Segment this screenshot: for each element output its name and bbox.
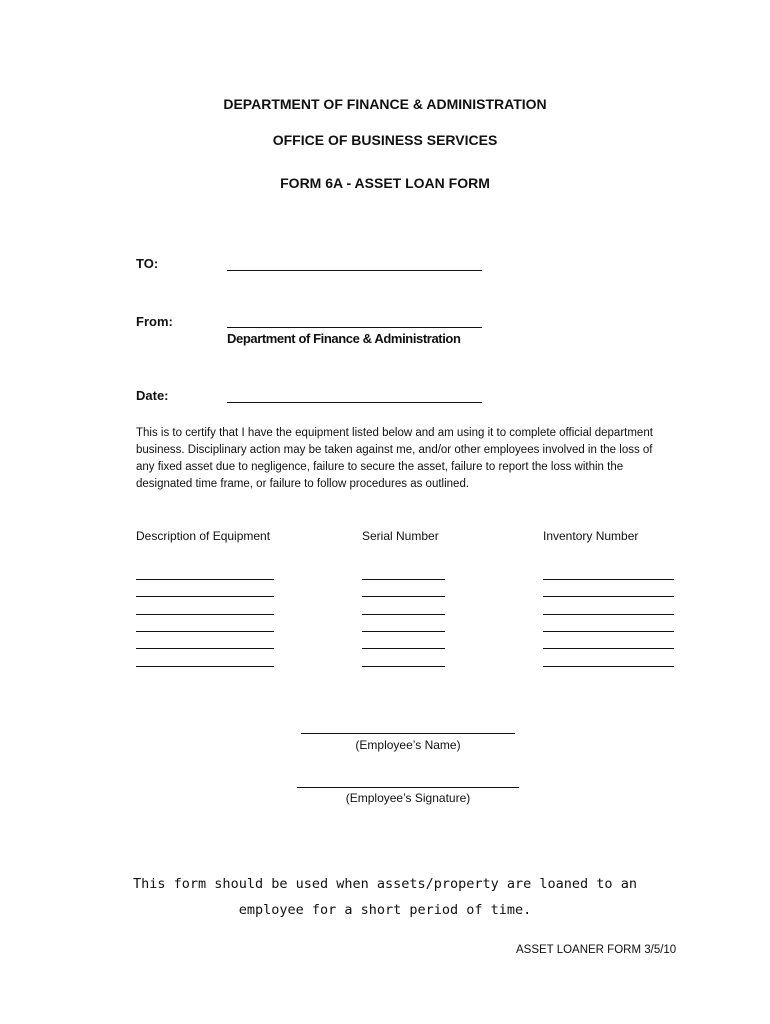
- serial-line[interactable]: [362, 614, 445, 615]
- to-label: TO:: [136, 256, 159, 271]
- employee-signature-field[interactable]: [297, 787, 519, 788]
- description-line[interactable]: [136, 579, 274, 580]
- employee-name-caption: (Employee’s Name): [355, 738, 461, 752]
- serial-line[interactable]: [362, 648, 445, 649]
- description-line[interactable]: [136, 666, 274, 667]
- serial-line[interactable]: [362, 596, 445, 597]
- employee-signature-caption: (Employee’s Signature): [345, 791, 471, 805]
- note-line-1: This form should be used when assets/property are loaned to an: [133, 876, 637, 892]
- description-line[interactable]: [136, 631, 274, 632]
- serial-line[interactable]: [362, 579, 445, 580]
- inventory-line[interactable]: [543, 648, 674, 649]
- column-header-serial: Serial Number: [362, 529, 439, 543]
- from-subtext: Department of Finance & Administration: [227, 331, 461, 346]
- certification-text: This is to certify that I have the equipment listed below and am using it to complete official department business. Disciplinary action may be taken against me, and/or other employees involved in the loss of any fixed asset due to negligence, failure to secure the asset, failure to report the loss within the designated time frame, or failure to follow procedures as outlined.: [136, 427, 653, 490]
- description-line[interactable]: [136, 648, 274, 649]
- to-field[interactable]: [227, 270, 482, 271]
- note-line-2: employee for a short period of time.: [238, 902, 532, 918]
- employee-name-field[interactable]: [301, 733, 515, 734]
- date-field[interactable]: [227, 402, 482, 403]
- inventory-line[interactable]: [543, 666, 674, 667]
- date-label: Date:: [136, 388, 169, 403]
- serial-line[interactable]: [362, 631, 445, 632]
- inventory-line[interactable]: [543, 631, 674, 632]
- department-heading: DEPARTMENT OF FINANCE & ADMINISTRATION: [223, 96, 547, 112]
- description-line[interactable]: [136, 614, 274, 615]
- inventory-line[interactable]: [543, 579, 674, 580]
- description-line[interactable]: [136, 596, 274, 597]
- certification-paragraph: [136, 425, 668, 493]
- from-label: From:: [136, 314, 173, 329]
- form-title: FORM 6A - ASSET LOAN FORM: [280, 175, 490, 191]
- column-header-description: Description of Equipment: [136, 529, 271, 543]
- inventory-line[interactable]: [543, 596, 674, 597]
- serial-line[interactable]: [362, 666, 445, 667]
- footer-form-id: ASSET LOANER FORM 3/5/10: [516, 944, 677, 956]
- column-header-inventory: Inventory Number: [543, 529, 639, 543]
- inventory-line[interactable]: [543, 614, 674, 615]
- office-heading: OFFICE OF BUSINESS SERVICES: [272, 132, 498, 148]
- from-field[interactable]: [227, 327, 482, 328]
